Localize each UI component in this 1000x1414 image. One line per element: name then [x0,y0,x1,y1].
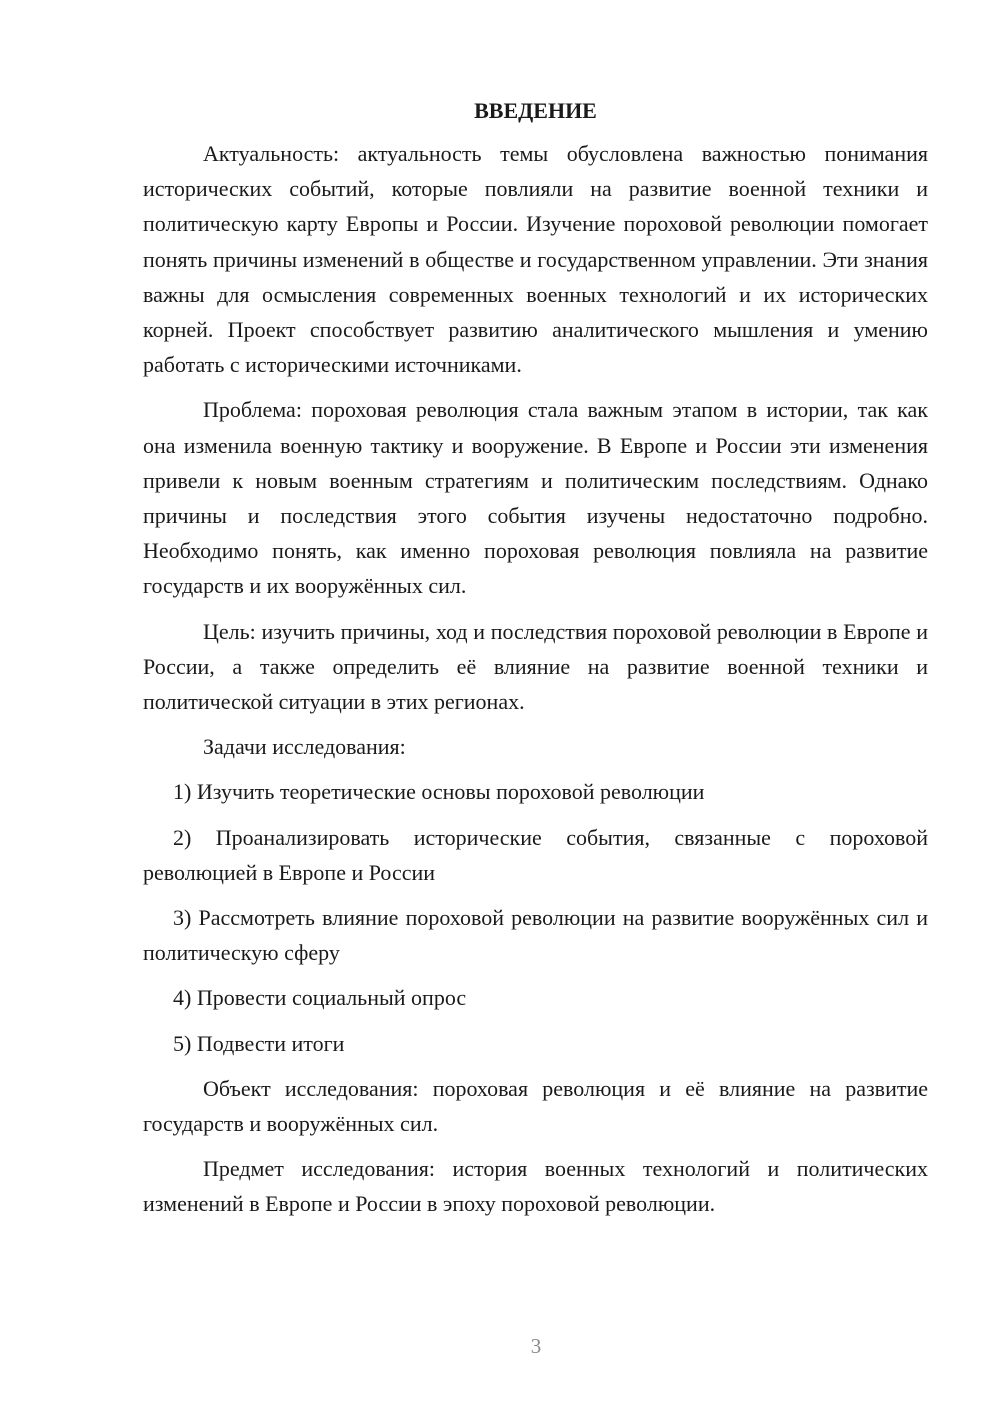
goal-paragraph: Цель: изучить причины, ход и последствия пороховой революции в Европе и России, а также определить её влияние на развитие военной техники и политической ситуации в этих регионах. [143,618,928,715]
tasks-title: Задачи исследования: [203,734,406,760]
section-heading: ВВЕДЕНИЕ [474,98,597,123]
page-number: 3 [530,1334,542,1358]
problem-paragraph: Проблема: пороховая революция стала важным этапом в истории, так как она изменила военную тактику и вооружение. В Европе и России эти изменения привели к новым военным стратегиям и политическим последствиям. Однако причины и последствия этого события изучены недостаточно подробно. Необходимо понять, как именно пороховая революция повлияла на развитие государств и их вооружённых сил. [143,397,928,599]
relevance-paragraph: Актуальность: актуальность темы обусловлена важностью понимания исторических событий, которые повлияли на развитие военной техники и политическую карту Европы и России. Изучение пороховой революции помогает понять причины изменений в обществе и государственном управлении. Эти знания важны для осмысления современных военных технологий и их исторических корней. Проект способствует развитию аналитического мышления и умению работать с историческими источниками. [143,141,928,378]
object-paragraph: Объект исследования: пороховая революция и её влияние на развитие государств и вооружённых сил. [143,1075,928,1137]
task-item-4: 4) Провести социальный опрос [173,985,467,1011]
task-item-2: 2) Проанализировать исторические события, связанные с пороховой революцией в Европе и России [143,824,928,885]
task-item-5: 5) Подвести итоги [173,1030,345,1056]
task-item-3: 3) Рассмотреть влияние пороховой революции на развитие вооружённых сил и политическую сферу [143,905,928,966]
subject-paragraph: Предмет исследования: история военных технологий и политических изменений в Европе и России в эпоху пороховой революции. [143,1156,928,1217]
task-item-1: 1) Изучить теоретические основы пороховой революции [173,779,705,805]
page-content [143,96,928,1232]
